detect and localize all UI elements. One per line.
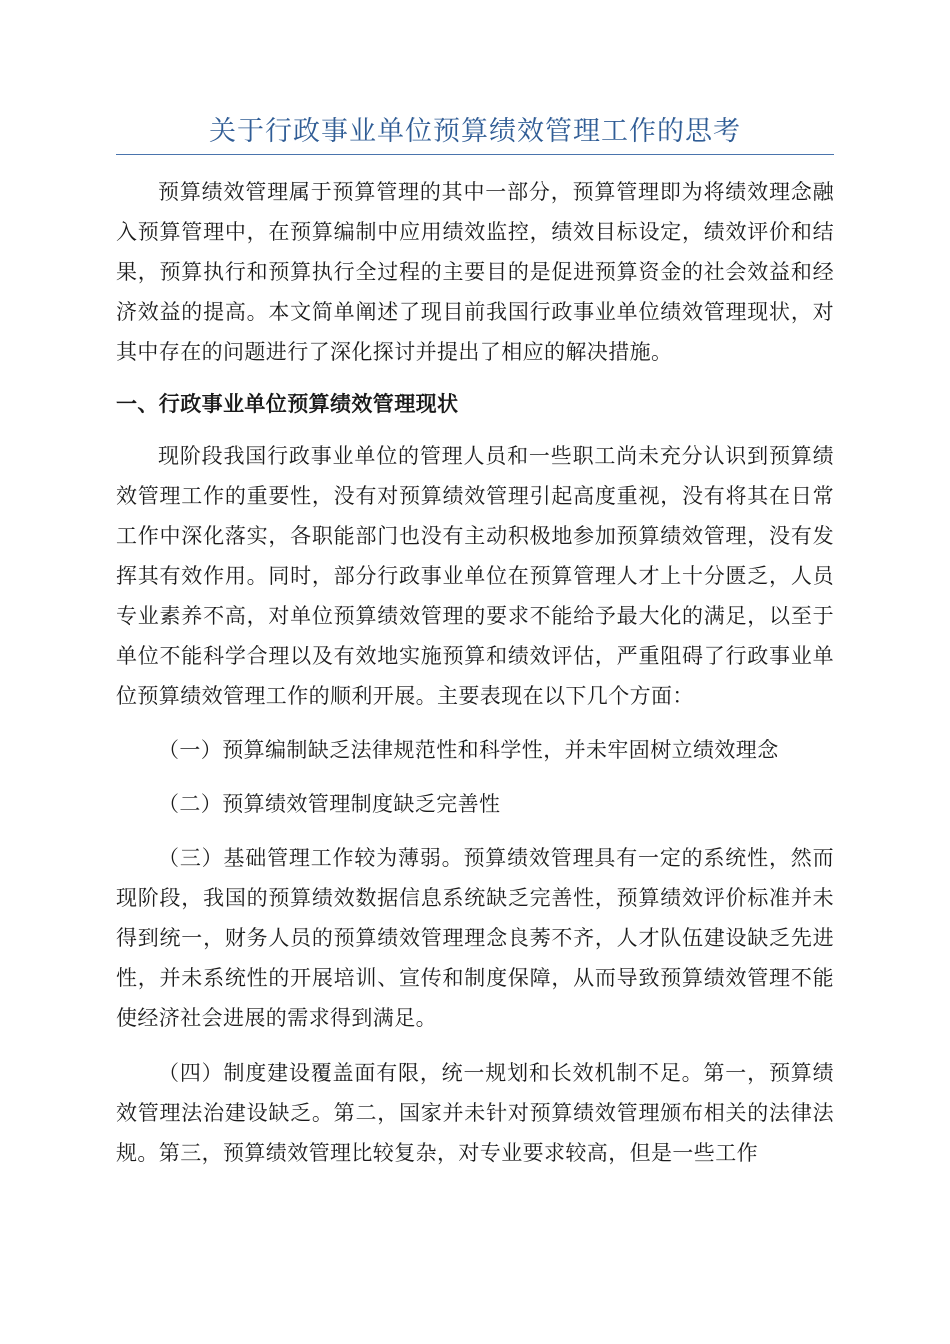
list-item-1: （一）预算编制缺乏法律规范性和科学性，并未牢固树立绩效理念 — [158, 738, 779, 762]
intro-paragraph: 预算绩效管理属于预算管理的其中一部分，预算管理即为将绩效理念融入预算管理中，在预算编制中应用绩效监控，绩效目标设定，绩效评价和结果，预算执行和预算执行全过程的主要目的是促进预算资金的社会效益和经济效益的提高。本文简单阐述了现目前我国行政事业单位绩效管理现状，对其中存在的问题进行了深化探讨并提出了相应的解决措施。 — [116, 180, 834, 364]
document-title: 关于行政事业单位预算绩效管理工作的思考 — [209, 116, 741, 147]
title-underline — [116, 154, 834, 155]
document-body — [116, 172, 834, 1173]
section-heading: 一、行政事业单位预算绩效管理现状 — [116, 392, 459, 416]
list-item-4: （四）制度建设覆盖面有限，统一规划和长效机制不足。第一，预算绩效管理法治建设缺乏。第二，国家并未针对预算绩效管理颁布相关的法律法规。第三，预算绩效管理比较复杂，对专业要求较高，但是一些工作 — [116, 1061, 834, 1165]
list-item-2: （二）预算绩效管理制度缺乏完善性 — [158, 792, 501, 816]
section-paragraph: 现阶段我国行政事业单位的管理人员和一些职工尚未充分认识到预算绩效管理工作的重要性，没有对预算绩效管理引起高度重视，没有将其在日常工作中深化落实，各职能部门也没有主动积极地参加预算绩效管理，没有发挥其有效作用。同时，部分行政事业单位在预算管理人才上十分匮乏，人员专业素养不高，对单位预算绩效管理的要求不能给予最大化的满足，以至于单位不能科学合理以及有效地实施预算和绩效评估，严重阻碍了行政事业单位预算绩效管理工作的顺利开展。主要表现在以下几个方面： — [116, 444, 834, 708]
list-item-3: （三）基础管理工作较为薄弱。预算绩效管理具有一定的系统性，然而现阶段，我国的预算绩效数据信息系统缺乏完善性，预算绩效评价标准并未得到统一，财务人员的预算绩效管理理念良莠不齐，人才队伍建设缺乏先进性，并未系统性的开展培训、宣传和制度保障，从而导致预算绩效管理不能使经济社会进展的需求得到满足。 — [116, 846, 834, 1030]
